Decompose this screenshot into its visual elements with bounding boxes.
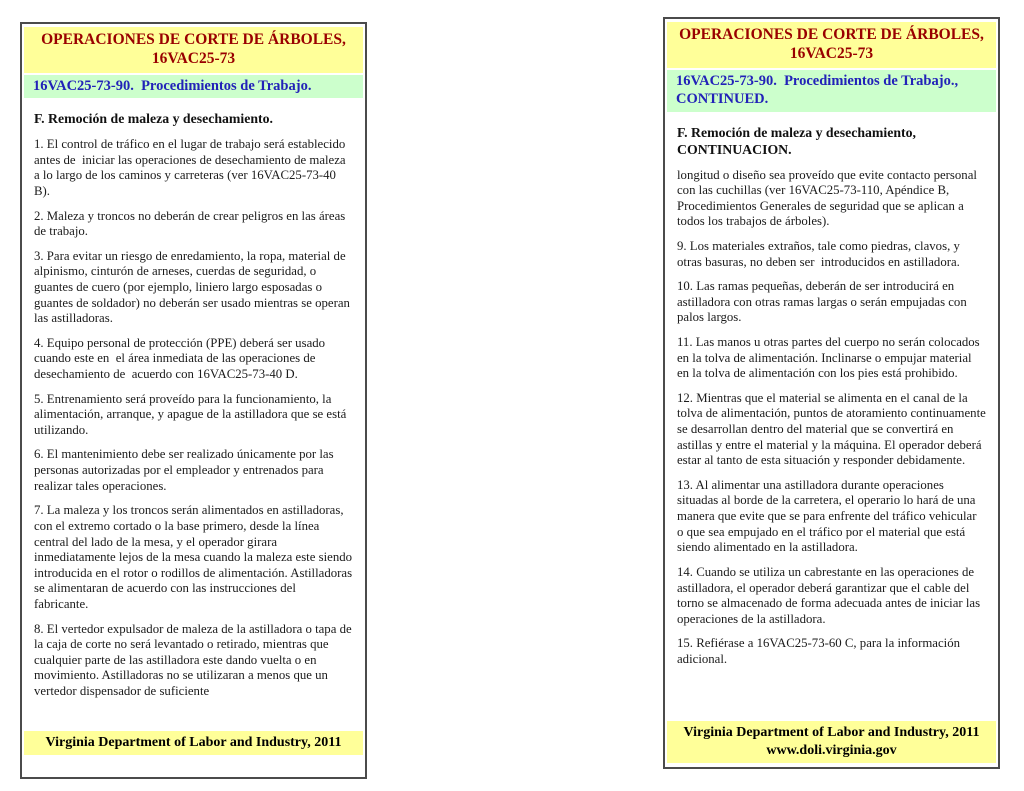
- footer-website: www.doli.virginia.gov: [766, 742, 897, 758]
- page-title-band: [667, 22, 996, 68]
- paragraph-15: 15. Refiérase a 16VAC25-73-60 C, para la información adicional.: [677, 636, 960, 666]
- pamphlet-page-right: [663, 17, 1000, 769]
- section-band: [24, 75, 363, 99]
- paragraph-14: 14. Cuando se utiliza un cabrestante en las operaciones de astilladora, el operador deberá garantizar que el cable del torno se almacenado de forma adecuada antes de iniciar las operaciones de la astilladora.: [677, 564, 981, 626]
- paragraph-10: 10. Las ramas pequeñas, deberán de ser introducirá en astilladora con otras ramas largas o serán empujadas con palos largos.: [677, 279, 967, 325]
- section-title: 16VAC25-73-90. Procedimientos de Trabajo., CONTINUED.: [676, 72, 959, 108]
- subsection-heading: F. Remoción de maleza y desechamiento, CONTINUACION.: [677, 124, 916, 157]
- paragraph-8-continuation: longitud o diseño sea proveído que evite contacto personal con las cuchillas (ver 16VAC25-73-110, Apéndice B, Procedimientos Generales de seguridad que se aplican a todos los trabajos de árboles).: [677, 167, 977, 229]
- paragraph-7: 7. La maleza y los troncos serán alimentados en astilladoras, con el extremo cortado o la base primero, desde la línea central del lado de la mesa, y el operador girara inmediatamente lejos de la mesa cuando la maleza este siendo introducida en el rotor o rodillos de alimentación. Astilladoras se alimentaran de acuerdo con las instrucciones del fabricante.: [34, 503, 353, 611]
- page-title-line1: OPERACIONES DE CORTE DE ÁRBOLES,: [679, 26, 984, 43]
- page-title-line2: 16VAC25-73: [789, 45, 874, 63]
- page-title-line2: 16VAC25-73: [151, 50, 236, 68]
- section-title: 16VAC25-73-90. Procedimientos de Trabajo.: [33, 77, 312, 94]
- pamphlet-page-left: [20, 22, 367, 779]
- section-band: [667, 70, 996, 112]
- paragraph-9: 9. Los materiales extraños, tale como piedras, clavos, y otras basuras, no deben ser introducidos en astilladora.: [677, 238, 960, 269]
- footer-credit: Virginia Department of Labor and Industry, 2011: [683, 724, 980, 740]
- subsection-heading: F. Remoción de maleza y desechamiento.: [34, 111, 273, 127]
- paragraph-3: 3. Para evitar un riesgo de enredamiento, la ropa, material de alpinismo, cinturón de arneses, cuerdas de seguridad, o guantes de cuero (por ejemplo, liniero largo esposadas o guantes de soldador) no deberán ser usado mientras se operan las astilladoras.: [34, 248, 350, 326]
- page-title-line1: OPERACIONES DE CORTE DE ÁRBOLES,: [41, 31, 346, 48]
- paragraph-6: 6. El mantenimiento debe ser realizado únicamente por las personas autorizadas por el empleador y entrenados para realizar tales operaciones.: [34, 447, 334, 493]
- paragraph-2: 2. Maleza y troncos no deberán de crear peligros en las áreas de trabajo.: [34, 208, 346, 239]
- paragraph-13: 13. Al alimentar una astilladora durante operaciones situadas al borde de la carretera, el operario lo hará de una manera que evite que se para enfrente del tráfico vehicular o que sea empujado en el tráfico por el material que está siendo alimentado en la astilladora.: [677, 477, 977, 555]
- footer-band: [24, 731, 363, 755]
- paragraph-1: 1. El control de tráfico en el lugar de trabajo será establecido antes de iniciar las operaciones de desechamiento de maleza a lo largo de los caminos y carreteras (ver 16VAC25-73-40 B).: [34, 137, 346, 198]
- paragraph-12: 12. Mientras que el material se alimenta en el canal de la tolva de alimentación, puntos de atoramiento continuamente se desarrollan dentro del material que se convertirá en astillas y entre el material y la máquina. El operador deberá estar al tanto de esta situación y responder debidamente.: [677, 390, 986, 468]
- footer-band: [667, 721, 996, 763]
- paragraph-5: 5. Entrenamiento será proveído para la funcionamiento, la alimentación, arranque, y apague de la astilladora que se está utilizando.: [34, 391, 347, 437]
- footer-credit: Virginia Department of Labor and Industry, 2011: [45, 734, 342, 750]
- paragraph-11: 11. Las manos u otras partes del cuerpo no serán colocados en la tolva de alimentación. Inclinarse o empujar material en la tolva de alimentación con los pies está prohibido.: [677, 334, 980, 381]
- page-title-band: [24, 27, 363, 73]
- paragraph-4: 4. Equipo personal de protección (PPE) deberá ser usado cuando este en el área inmediata de las operaciones de desechamiento de acuerdo con 16VAC25-73-40 D.: [34, 335, 326, 382]
- paragraph-8: 8. El vertedor expulsador de maleza de la astilladora o tapa de la caja de corte no será levantado o retirado, mientras que cualquier parte de las astilladora este dando vuelta o en movimiento. Astilladoras no se utilizaran a menos que un vertedor dispensador de suficiente: [34, 621, 352, 699]
